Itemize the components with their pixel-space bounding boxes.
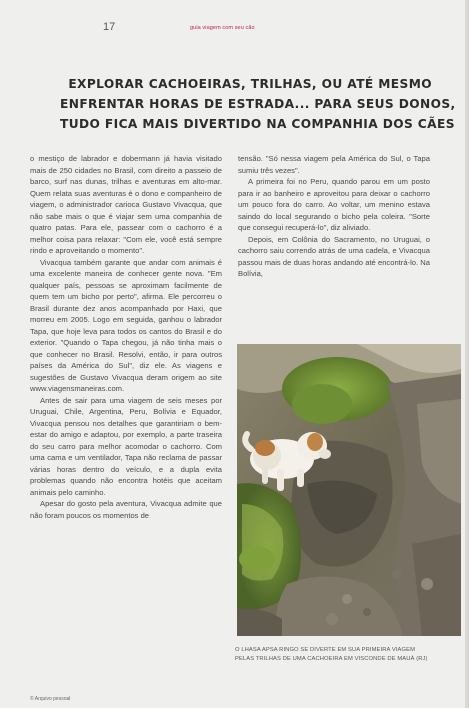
headline-line: EXPLORAR CACHOEIRAS, TRILHAS, OU ATÉ MESMO	[68, 77, 432, 91]
body-paragraph: Apesar do gosto pela aventura, Vivacqua admite que não foram poucos os momentos de	[30, 499, 222, 520]
body-paragraph: Vivacqua também garante que andar com animais é uma excelente maneira de conhecer gente nova. "Em qualquer país, pessoas se aproximam facilmente de quem tem um bicho por perto", afirma. Ele percorreu o Brasil durante dez anos acompanhado por Haxi, que morreu em 2005. Logo em seguida, ganhou o labrador Tapa, que hoje leva para todos os cantos do Brasil e do exterior. "Quando o Tapa chegou, já não tinha mais o que conhecer no Brasil. Resolvi, então, ir para outros países da América do Sul", diz ele. As viagens e sugestões de Gustavo Vivacqua deram origem ao site www.viagensmaneiras.com.	[30, 257, 222, 393]
left-text-column	[30, 153, 222, 521]
body-paragraph: Depois, em Colônia do Sacramento, no Uruguai, o cachorro saiu correndo atrás de uma cadela, e Vivacqua passou mais de duas horas andando até encontrá-lo. Na Bolívia,	[238, 234, 430, 278]
page-number: 17	[103, 21, 116, 33]
photo-caption	[235, 646, 467, 664]
headline-line: ENFRENTAR HORAS DE ESTRADA... PARA SEUS DONOS,	[60, 97, 456, 111]
running-title: guia viagem com seu cão	[190, 25, 255, 31]
photo-credit: © Arquivo pessoal	[30, 696, 71, 702]
body-paragraph: o mestiço de labrador e dobermann já havia visitado mais de 250 cidades no Brasil, com direito a passeio de barco, surf nas dunas, trilhas e aventuras em alto-mar. Quem relata suas aventuras é o dono e companheiro de viagem, o administrador carioca Gustavo Vivacqua, que não sabe mais o que é viajar sem uma companhia de quatro patas. Para ele, passear com o cachorro é a melhor coisa para relaxar: "Com ele, você está sempre rindo e aproveitando o momento".	[30, 154, 222, 255]
caption-line: PELAS TRILHAS DE UMA CACHOEIRA EM VISCONDE DE MAUÁ (RJ)	[235, 656, 428, 662]
body-paragraph: tensão. "Só nessa viagem pela América do Sul, o Tapa sumiu três vezes".	[238, 154, 430, 175]
headline-line: TUDO FICA MAIS DIVERTIDO NA COMPANHIA DOS CÃES	[60, 117, 455, 131]
headline	[60, 74, 456, 134]
right-text-column	[238, 153, 430, 280]
body-paragraph: Antes de sair para uma viagem de seis meses por Uruguai, Chile, Argentina, Peru, Bolívia e Equador, Vivacqua pensou nos detalhes que garantiriam o bem-estar do amigo e adaptou, por exemplo, a parte traseira do seu carro para melhor acomodar o cachorro. Com uma cama e um ventilador, Tapa não reclama de passar várias horas dentro do veículo, e a dupla evita problemas quando não encontra hotéis que aceitam animais pelo caminho.	[30, 395, 222, 497]
dog-waterfall-photo	[237, 344, 461, 636]
caption-line: O LHASA APSA RINGO SE DIVERTE EM SUA PRIMEIRA VIAGEM	[235, 647, 416, 653]
page-edge	[465, 0, 469, 708]
body-paragraph: A primeira foi no Peru, quando parou em um posto para ir ao banheiro e aproveitou para deixar o cachorro um pouco fora do carro. Ao voltar, um menino estava saindo do local segurando o bicho pela coleira. "Sorte que consegui recuperá-lo", diz aliviado.	[238, 177, 430, 232]
